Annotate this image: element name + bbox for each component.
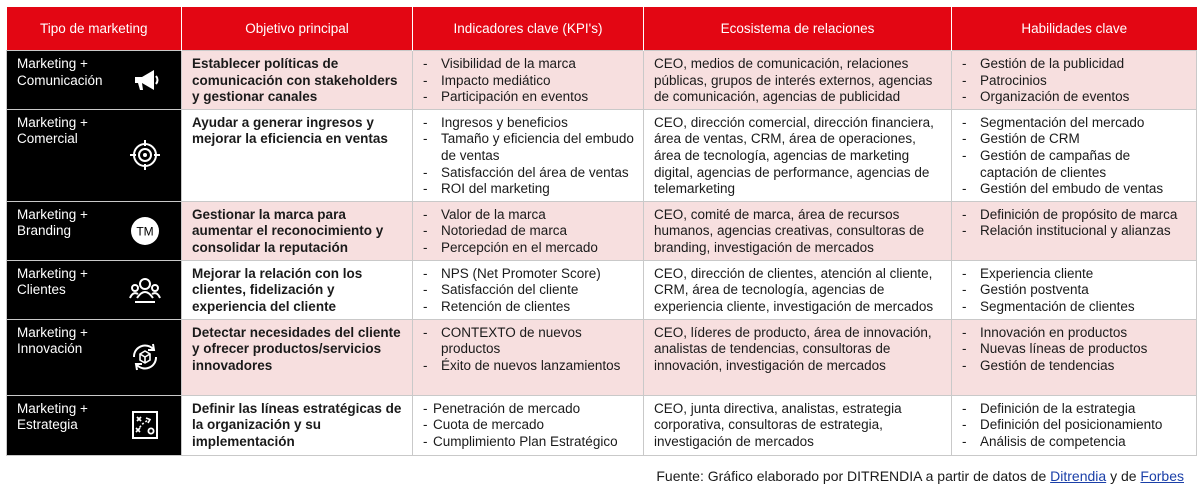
skill-item: - Definición de la estrategia <box>962 401 1190 418</box>
skill-item: - Gestión del embudo de ventas <box>962 181 1190 198</box>
header-tipo: Tipo de marketing <box>7 7 182 51</box>
skill-item: - Experiencia cliente <box>962 266 1190 283</box>
kpi-cell <box>413 395 644 455</box>
source-footer <box>656 468 1184 484</box>
skill-item: - Gestión de tendencias <box>962 358 1190 375</box>
skill-item: - Definición del posicionamiento <box>962 417 1190 434</box>
header-ecosistema: Ecosistema de relaciones <box>644 7 952 51</box>
skill-item: - Organización de eventos <box>962 89 1190 106</box>
type-label: Marketing + Comunicación <box>17 56 103 88</box>
objective-cell: Ayudar a generar ingresos y mejorar la eficiencia en ventas <box>182 109 413 201</box>
type-label: Marketing + Innovación <box>17 324 88 357</box>
ecosystem-cell: CEO, junta directiva, analistas, estrategia corporativa, consultoras de estrategia, investigación de mercados <box>644 395 952 455</box>
kpi-item: - Penetración de mercado <box>423 401 637 418</box>
customer-group-icon <box>129 274 161 306</box>
table-row <box>7 109 1197 201</box>
kpi-cell <box>413 319 644 395</box>
type-cell <box>7 51 182 110</box>
type-cell <box>7 395 182 455</box>
type-cell <box>7 260 182 319</box>
skill-item: - Gestión de campañas de captación de clientes <box>962 148 1190 181</box>
skills-cell <box>952 260 1197 319</box>
kpi-item: - CONTEXTO de nuevos productos <box>423 325 637 358</box>
target-icon <box>129 139 161 171</box>
skill-item: - Patrocinios <box>962 73 1190 90</box>
table-row <box>7 319 1197 395</box>
table-header-row <box>7 7 1197 51</box>
kpi-item: - NPS (Net Promoter Score) <box>423 266 637 283</box>
footer-prefix: Fuente: Gráfico elaborado por DITRENDIA a partir de datos de <box>656 468 1047 484</box>
skills-cell <box>952 51 1197 110</box>
kpi-item: - Valor de la marca <box>423 207 637 224</box>
kpi-cell <box>413 260 644 319</box>
objective-cell: Gestionar la marca para aumentar el reconocimiento y consolidar la reputación <box>182 201 413 260</box>
skill-item: - Gestión de CRM <box>962 131 1190 148</box>
kpi-item: - Retención de clientes <box>423 299 637 316</box>
type-cell <box>7 319 182 395</box>
kpi-item: - Visibilidad de la marca <box>423 56 637 73</box>
skill-item: - Segmentación de clientes <box>962 299 1190 316</box>
skill-item: - Relación institucional y alianzas <box>962 223 1190 240</box>
kpi-item: - Satisfacción del cliente <box>423 282 637 299</box>
kpi-cell <box>413 51 644 110</box>
kpi-cell <box>413 109 644 201</box>
header-objetivo: Objetivo principal <box>182 7 413 51</box>
skill-item: - Innovación en productos <box>962 325 1190 342</box>
skills-cell <box>952 395 1197 455</box>
skill-item: - Segmentación del mercado <box>962 115 1190 132</box>
objective-cell: Definir las líneas estratégicas de la organización y su implementación <box>182 395 413 455</box>
kpi-item: - Participación en eventos <box>423 89 637 106</box>
skill-item: - Análisis de competencia <box>962 434 1190 451</box>
ecosystem-cell: CEO, dirección de clientes, atención al cliente, CRM, área de tecnología, agencias de experiencia cliente, investigación de mercados <box>644 260 952 319</box>
header-kpis: Indicadores clave (KPI's) <box>413 7 644 51</box>
table-row <box>7 260 1197 319</box>
ecosystem-cell: CEO, dirección comercial, dirección financiera, área de ventas, CRM, área de operaciones, área de tecnología, agencias de marketing digital, agencias de performance, agencias de telemarketing <box>644 109 952 201</box>
kpi-item: - Impacto mediático <box>423 73 637 90</box>
skills-cell <box>952 319 1197 395</box>
objective-cell: Establecer políticas de comunicación con stakeholders y gestionar canales <box>182 51 413 110</box>
table-row <box>7 395 1197 455</box>
type-cell <box>7 201 182 260</box>
marketing-types-table <box>6 7 1197 456</box>
table-row <box>7 51 1197 110</box>
type-label: Marketing + Clientes <box>17 265 88 298</box>
trademark-icon <box>129 215 161 247</box>
strategy-board-icon <box>129 409 161 441</box>
type-label: Marketing + Comercial <box>17 114 88 147</box>
kpi-item: - Ingresos y beneficios <box>423 115 637 132</box>
kpi-item: - Notoriedad de marca <box>423 223 637 240</box>
megaphone-icon <box>129 64 161 96</box>
table-row <box>7 201 1197 260</box>
skills-cell <box>952 109 1197 201</box>
kpi-item: - Cuota de mercado <box>423 417 637 434</box>
kpi-item: - Satisfacción del área de ventas <box>423 165 637 182</box>
skills-cell <box>952 201 1197 260</box>
objective-cell: Detectar necesidades del cliente y ofrecer productos/servicios innovadores <box>182 319 413 395</box>
ecosystem-cell: CEO, medios de comunicación, relaciones públicas, grupos de interés externos, agencias de comunicación, agencias de publicidad <box>644 51 952 110</box>
footer-middle: y de <box>1110 468 1137 484</box>
kpi-item: - Éxito de nuevos lanzamientos <box>423 358 637 375</box>
skill-item: - Gestión de la publicidad <box>962 56 1190 73</box>
kpi-item: - Percepción en el mercado <box>423 240 637 257</box>
kpi-item: - Tamaño y eficiencia del embudo de ventas <box>423 131 637 164</box>
header-habilidades: Habilidades clave <box>952 7 1197 51</box>
skill-item: - Gestión postventa <box>962 282 1190 299</box>
type-cell <box>7 109 182 201</box>
ecosystem-cell: CEO, líderes de producto, área de innovación, analistas de tendencias, consultoras de innovación, investigación de mercados <box>644 319 952 395</box>
skill-item: - Nuevas líneas de productos <box>962 341 1190 358</box>
kpi-item: - Cumplimiento Plan Estratégico <box>423 434 637 451</box>
type-label: Marketing + Branding <box>17 206 88 239</box>
trademark-icon-text: TM <box>136 224 154 239</box>
kpi-cell <box>413 201 644 260</box>
ditrendia-link[interactable]: Ditrendia <box>1050 468 1107 484</box>
kpi-item: - ROI del marketing <box>423 181 637 198</box>
skill-item: - Definición de propósito de marca <box>962 207 1190 224</box>
forbes-link[interactable]: Forbes <box>1140 468 1184 484</box>
innovation-cycle-icon <box>129 341 161 373</box>
type-label: Marketing + Estrategia <box>17 400 88 433</box>
objective-cell: Mejorar la relación con los clientes, fidelización y experiencia del cliente <box>182 260 413 319</box>
ecosystem-cell: CEO, comité de marca, área de recursos humanos, agencias creativas, consultoras de branding, investigación de mercados <box>644 201 952 260</box>
